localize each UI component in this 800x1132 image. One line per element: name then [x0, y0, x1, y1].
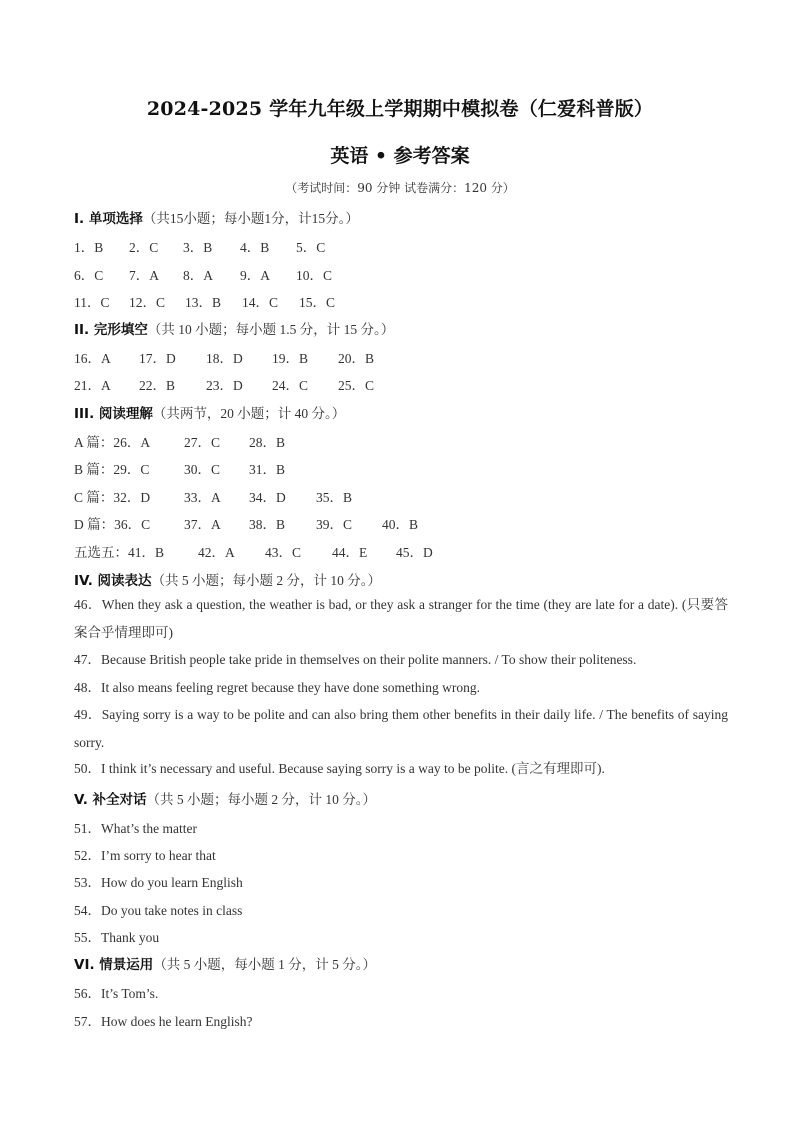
answer-item: 43．C	[265, 545, 302, 560]
section-title: IV. 阅读表达	[74, 573, 152, 589]
section-title: III. 阅读理解	[74, 406, 153, 422]
answer-paragraph: 49．Saying sorry is a way to be polite and can also bring them other benefits in their daily life. / The benefits of saying sorry.	[74, 707, 728, 750]
answer-item: 20．B	[338, 351, 375, 366]
answer-item: 23．D	[206, 378, 243, 393]
answer-item: 12．C	[129, 295, 166, 310]
page-title: 2024-2025 学年九年级上学期期中模拟卷（仁爱科普版）	[146, 98, 654, 120]
answer-item: 1．B	[74, 240, 104, 255]
answer-item: 五选五：41．B	[74, 545, 165, 560]
exam-info: （考试时间：90 分钟 试卷满分：120 分）	[285, 181, 515, 195]
answer-item: 35．B	[316, 490, 353, 505]
section-note: （共两节，20 小题；计 40 分。）	[152, 406, 346, 421]
section-heading-1	[74, 207, 359, 227]
answer-line: 51．What’s the matter	[74, 821, 197, 836]
section-heading-2	[74, 318, 394, 338]
answer-item: 24．C	[272, 378, 309, 393]
answer-item: B 篇：29．C	[74, 462, 150, 477]
answer-item: 4．B	[240, 240, 270, 255]
answer-item: 22．B	[139, 378, 176, 393]
answer-line: 54．Do you take notes in class	[74, 903, 243, 918]
answer-item: 3．B	[183, 240, 213, 255]
answer-item: 37．A	[184, 517, 221, 532]
answer-item: 21．A	[74, 378, 111, 393]
section-note: （共15小题；每小题1分，计15分。）	[142, 211, 359, 226]
section-note: （共 5 小题；每小题 2 分，计 10 分。）	[146, 792, 377, 807]
answer-item: 44．E	[332, 545, 368, 560]
answer-item: 14．C	[242, 295, 279, 310]
section-heading-4	[74, 569, 381, 589]
section-title: I. 单项选择	[74, 211, 143, 227]
answer-line: 53．How do you learn English	[74, 875, 243, 890]
section-heading-6	[74, 953, 376, 973]
answer-line: 57．How does he learn English?	[74, 1014, 253, 1029]
section-title: VI. 情景运用	[74, 957, 154, 973]
answer-item: 38．B	[249, 517, 286, 532]
answer-paragraph: 47．Because British people take pride in themselves on their polite manners. / To show their politeness.	[74, 652, 637, 667]
answer-item: 11．C	[74, 295, 110, 310]
answer-item: 9．A	[240, 268, 270, 283]
section-note: （共 10 小题；每小题 1.5 分，计 15 分。）	[147, 322, 395, 337]
answer-item: 42．A	[198, 545, 235, 560]
answer-item: 30．C	[184, 462, 221, 477]
section-title: II. 完形填空	[74, 322, 148, 338]
answer-item: 19．B	[272, 351, 309, 366]
answer-item: D 篇：36．C	[74, 517, 151, 532]
answer-item: A 篇：26．A	[74, 435, 151, 450]
section-note: （共 5 小题，每小题 1 分，计 5 分。）	[153, 957, 377, 972]
answer-item: 8．A	[183, 268, 213, 283]
section-title: V. 补全对话	[74, 792, 147, 808]
answer-item: 18．D	[206, 351, 243, 366]
answer-line: 56．It’s Tom’s.	[74, 986, 159, 1001]
answer-item: 10．C	[296, 268, 333, 283]
answer-item: 6．C	[74, 268, 104, 283]
answer-line: 52．I’m sorry to hear that	[74, 848, 216, 863]
section-note: （共 5 小题；每小题 2 分，计 10 分。）	[151, 573, 382, 588]
answer-item: 45．D	[396, 545, 433, 560]
answer-item: 15．C	[299, 295, 336, 310]
answer-line: 55．Thank you	[74, 930, 160, 945]
page-subtitle: 英语 • 参考答案	[330, 145, 470, 167]
answer-item: 25．C	[338, 378, 375, 393]
answer-item: C 篇：32．D	[74, 490, 151, 505]
answer-item: 31．B	[249, 462, 286, 477]
answer-item: 13．B	[185, 295, 222, 310]
answer-item: 39．C	[316, 517, 353, 532]
section-heading-3	[74, 402, 345, 422]
answer-item: 17．D	[139, 351, 176, 366]
answer-item: 7．A	[129, 268, 159, 283]
section-heading-5	[74, 788, 376, 808]
answer-item: 2．C	[129, 240, 159, 255]
answer-item: 34．D	[249, 490, 286, 505]
answer-paragraph: 46．When they ask a question, the weather is bad, or they ask a stranger for the time (they are late for a date). (只要答案合乎情理即可)	[74, 597, 728, 640]
answer-item: 28．B	[249, 435, 286, 450]
answer-item: 16．A	[74, 351, 111, 366]
answer-paragraph: 50．I think it’s necessary and useful. Because saying sorry is a way to be polite. (言之有理即可).	[74, 761, 605, 776]
answer-item: 27．C	[184, 435, 221, 450]
answer-paragraph: 48．It also means feeling regret because they have done something wrong.	[74, 680, 480, 695]
answer-item: 40．B	[382, 517, 419, 532]
answer-item: 33．A	[184, 490, 221, 505]
answer-item: 5．C	[296, 240, 326, 255]
